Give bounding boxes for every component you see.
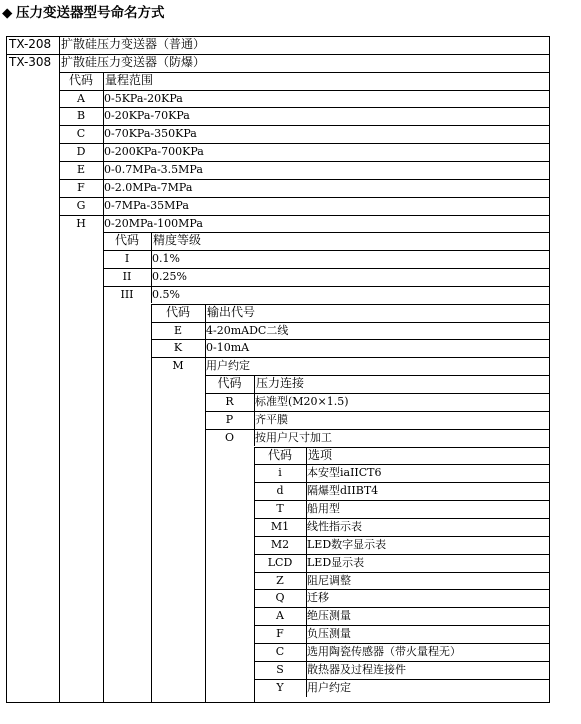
option-desc: 线性指示表 — [307, 520, 362, 533]
option-code: C — [275, 645, 285, 658]
title-text-part1: 压力变送器 — [16, 5, 84, 21]
option-code: A — [77, 92, 85, 105]
option-code: G — [76, 199, 86, 212]
option-desc: 用户约定 — [307, 681, 351, 694]
option-desc: 迁移 — [307, 591, 329, 604]
option-desc: 0-0.7MPa-3.5MPa — [104, 163, 203, 176]
option-desc: LED显示表 — [307, 556, 365, 569]
option-code: Q — [275, 591, 285, 604]
option-desc: 0-20MPa-100MPa — [104, 217, 203, 230]
column-rule — [306, 447, 307, 697]
option-code: P — [225, 413, 234, 426]
section-header-code: 代码 — [68, 73, 93, 87]
model-code: TX-308 — [9, 55, 52, 69]
option-desc: 标准型(M20×1.5) — [255, 395, 349, 408]
option-desc: 齐平膜 — [255, 413, 288, 426]
option-code: F — [77, 181, 85, 194]
model-name: 扩散硅压力变送器（防爆） — [61, 55, 206, 69]
option-code: T — [276, 502, 284, 515]
option-code: S — [276, 663, 284, 676]
column-rule — [59, 36, 60, 72]
diamond-bullet-icon: ◆ — [2, 5, 13, 21]
option-desc: 0.5% — [152, 288, 180, 301]
title-text-part2: 型号命名方式 — [83, 5, 165, 21]
section-header-label: 精度等级 — [153, 233, 202, 247]
column-rule — [151, 232, 152, 303]
option-code: H — [76, 217, 86, 230]
section-header-label: 输出代号 — [207, 305, 256, 319]
section-header-code: 代码 — [267, 448, 292, 462]
option-code: E — [76, 163, 86, 176]
option-desc: 0-20KPa-70KPa — [104, 109, 190, 122]
option-code: B — [76, 109, 86, 122]
column-rule — [103, 72, 104, 233]
section-header-label: 压力连接 — [256, 376, 305, 390]
option-code: D — [76, 145, 86, 158]
page-title — [2, 2, 165, 24]
model-name: 扩散硅压力变送器（普通） — [61, 37, 206, 51]
option-desc: 按用户尺寸加工 — [255, 431, 332, 444]
option-code: Y — [276, 681, 284, 694]
option-code: i — [278, 466, 282, 479]
option-desc: 负压测量 — [307, 627, 351, 640]
section-header-code: 代码 — [217, 376, 242, 390]
option-desc: 用户约定 — [206, 359, 250, 372]
option-code: II — [122, 270, 132, 283]
option-desc: 0-7MPa-35MPa — [104, 199, 189, 212]
option-desc: 0-200KPa-700KPa — [104, 145, 204, 158]
option-desc: 0-70KPa-350KPa — [104, 127, 197, 140]
option-code: R — [225, 395, 234, 408]
option-code: d — [276, 484, 284, 497]
column-rule — [205, 375, 206, 703]
option-desc: 0.25% — [152, 270, 187, 283]
option-desc: 本安型iaIICT6 — [307, 466, 382, 479]
option-desc: 船用型 — [307, 502, 340, 515]
option-code: LCD — [267, 556, 293, 569]
option-desc: 0-5KPa-20KPa — [104, 92, 183, 105]
option-code: O — [224, 431, 235, 444]
column-rule — [103, 232, 104, 703]
option-code: M — [172, 359, 184, 372]
model-code: TX-208 — [9, 37, 52, 51]
option-code: M2 — [270, 538, 290, 551]
option-desc: 0-10mA — [206, 341, 250, 354]
option-code: F — [276, 627, 284, 640]
option-desc: 散热器及过程连接件 — [307, 663, 406, 676]
option-desc: 0.1% — [152, 252, 180, 265]
option-desc: 选用陶瓷传感器（带火量程无） — [307, 645, 461, 658]
section-header-label: 量程范围 — [105, 73, 154, 87]
column-rule — [151, 304, 152, 703]
column-rule — [205, 304, 206, 375]
column-rule — [254, 447, 255, 703]
option-code: K — [173, 341, 183, 354]
option-code: E — [173, 324, 183, 337]
section-header-code: 代码 — [165, 305, 190, 319]
section-header-label: 选项 — [308, 448, 333, 462]
option-code: I — [124, 252, 130, 265]
option-code: M1 — [270, 520, 290, 533]
option-desc: 隔爆型dIIBT4 — [307, 484, 379, 497]
column-rule — [59, 72, 60, 703]
option-desc: 0-2.0MPa-7MPa — [104, 181, 193, 194]
option-desc: LED数字显示表 — [307, 538, 387, 551]
option-desc: 4-20mADC二线 — [206, 324, 289, 337]
option-code: C — [76, 127, 86, 140]
option-code: Z — [276, 574, 284, 587]
option-desc: 绝压测量 — [307, 609, 351, 622]
section-header-code: 代码 — [114, 233, 139, 247]
option-code: A — [276, 609, 284, 622]
option-code: III — [120, 288, 134, 301]
column-rule — [254, 375, 255, 446]
option-desc: 阻尼调整 — [307, 574, 351, 587]
